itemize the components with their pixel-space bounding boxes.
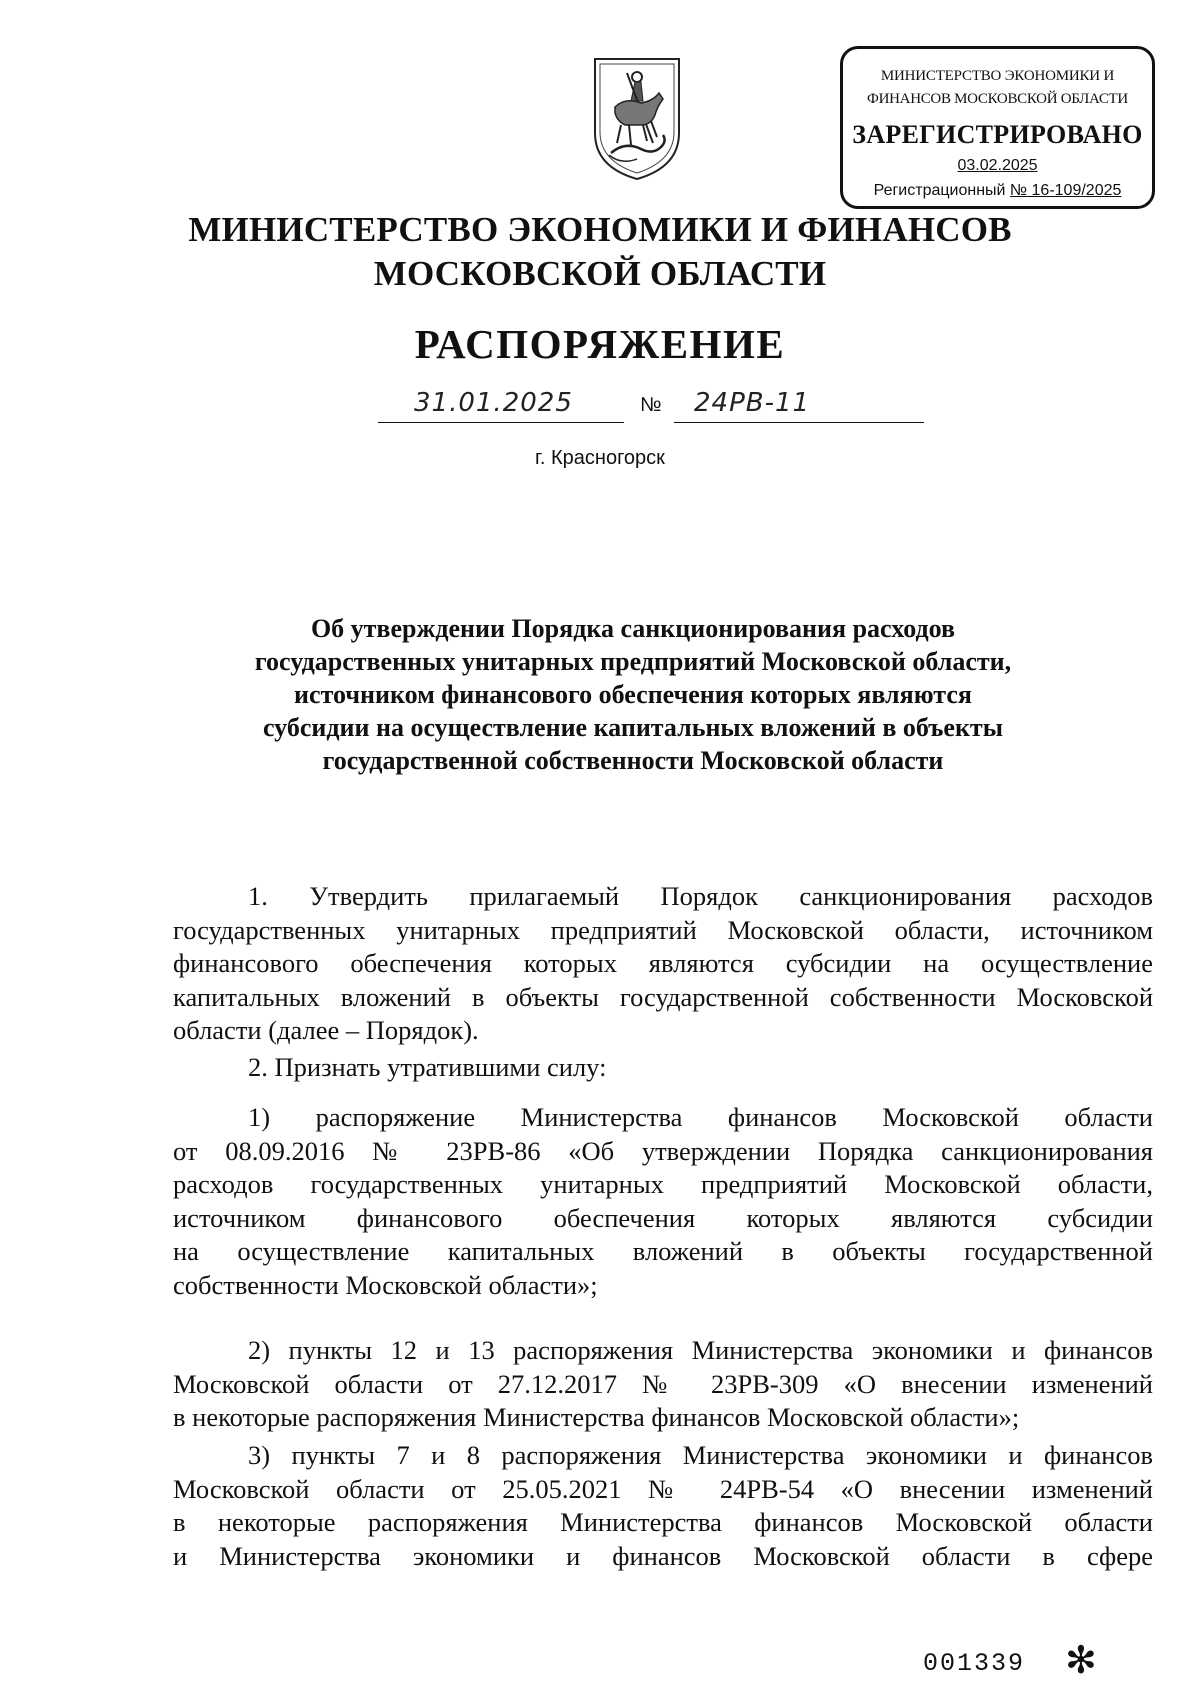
title-line: источником финансового обеспечения которых являются xyxy=(294,680,972,709)
ministry-name-line1: МИНИСТЕРСТВО ЭКОНОМИКИ И ФИНАНСОВ xyxy=(188,210,1012,249)
text-line: 1) распоряжение Министерства финансов Московской области xyxy=(248,1102,1153,1132)
text-line: расходов государственных унитарных предприятий Московской области, xyxy=(173,1169,1153,1199)
text-line: государственных унитарных предприятий Московской области, источником xyxy=(173,914,1153,945)
text-line: области (далее – Порядок). xyxy=(173,1015,479,1045)
paragraph-2-item-3 xyxy=(173,1439,1153,1573)
paragraph-2 xyxy=(173,1051,1153,1085)
text-line: 1. Утвердить прилагаемый Порядок санкционирования расходов xyxy=(248,881,1153,911)
asterisk-mark-icon: ✻ xyxy=(1065,1638,1097,1682)
ministry-name-line2: МОСКОВСКОЙ ОБЛАСТИ xyxy=(373,254,827,293)
text-line: Московской области от 27.12.2017 № 23РВ-309 «О внесении изменений xyxy=(173,1368,1153,1399)
city: г. Красногорск xyxy=(535,447,665,469)
text-line: от 08.09.2016 № 23РВ-86 «Об утверждении Порядка санкционирования xyxy=(173,1135,1153,1166)
text-line: в некоторые распоряжения Министерства финансов Московской области xyxy=(173,1507,1153,1537)
coat-of-arms-emblem xyxy=(591,55,683,183)
document-title xyxy=(170,612,1096,777)
registration-stamp xyxy=(840,46,1155,209)
stamp-date: 03.02.2025 xyxy=(957,157,1038,174)
text-line: 2. Признать утратившими силу: xyxy=(248,1052,607,1082)
text-line: в некоторые распоряжения Министерства финансов Московской области»; xyxy=(173,1402,1020,1432)
text-line: 3) пункты 7 и 8 распоряжения Министерства экономики и финансов xyxy=(248,1440,1153,1470)
handwritten-number: 24РВ-11 xyxy=(694,388,811,418)
text-line: собственности Московской области»; xyxy=(173,1269,598,1300)
number-label: № xyxy=(640,394,662,416)
date-field xyxy=(378,388,624,423)
serial-number: 001339 xyxy=(923,1649,1026,1678)
text-line: и Министерства экономики и финансов Московской области в сфере xyxy=(173,1540,1153,1571)
stamp-org-line2: ФИНАНСОВ МОСКОВСКОЙ ОБЛАСТИ xyxy=(867,91,1128,107)
text-line: источником финансового обеспечения которых являются субсидии xyxy=(173,1202,1153,1233)
paragraph-1 xyxy=(173,880,1153,1048)
text-line: финансового обеспечения которых являются субсидии на осуществление xyxy=(173,948,1153,978)
number-field xyxy=(674,388,924,423)
text-line: Московской области от 25.05.2021 № 24РВ-54 «О внесении изменений xyxy=(173,1473,1153,1504)
handwritten-date: 31.01.2025 xyxy=(414,388,573,418)
text-line: 2) пункты 12 и 13 распоряжения Министерства экономики и финансов xyxy=(248,1335,1153,1365)
title-line: Об утверждении Порядка санкционирования расходов xyxy=(310,614,956,643)
title-line: государственной собственности Московской области xyxy=(322,746,944,775)
text-line: капитальных вложений в объекты государственной собственности Московской xyxy=(173,981,1153,1012)
paragraph-2-item-1 xyxy=(173,1101,1153,1302)
ministry-name xyxy=(0,208,1200,296)
stamp-org-line1: МИНИСТЕРСТВО ЭКОНОМИКИ И xyxy=(880,68,1115,84)
title-line: государственных унитарных предприятий Московской области, xyxy=(254,647,1012,676)
document-type: РАСПОРЯЖЕНИЕ xyxy=(414,321,786,367)
text-line: на осуществление капитальных вложений в объекты государственной xyxy=(173,1236,1153,1266)
stamp-status: ЗАРЕГИСТРИРОВАНО xyxy=(852,120,1143,149)
stamp-reg-number: Регистрационный № 16-109/2025 xyxy=(873,182,1122,199)
paragraph-2-item-2 xyxy=(173,1334,1153,1435)
title-line: субсидии на осуществление капитальных вложений в объекты xyxy=(262,713,1004,742)
